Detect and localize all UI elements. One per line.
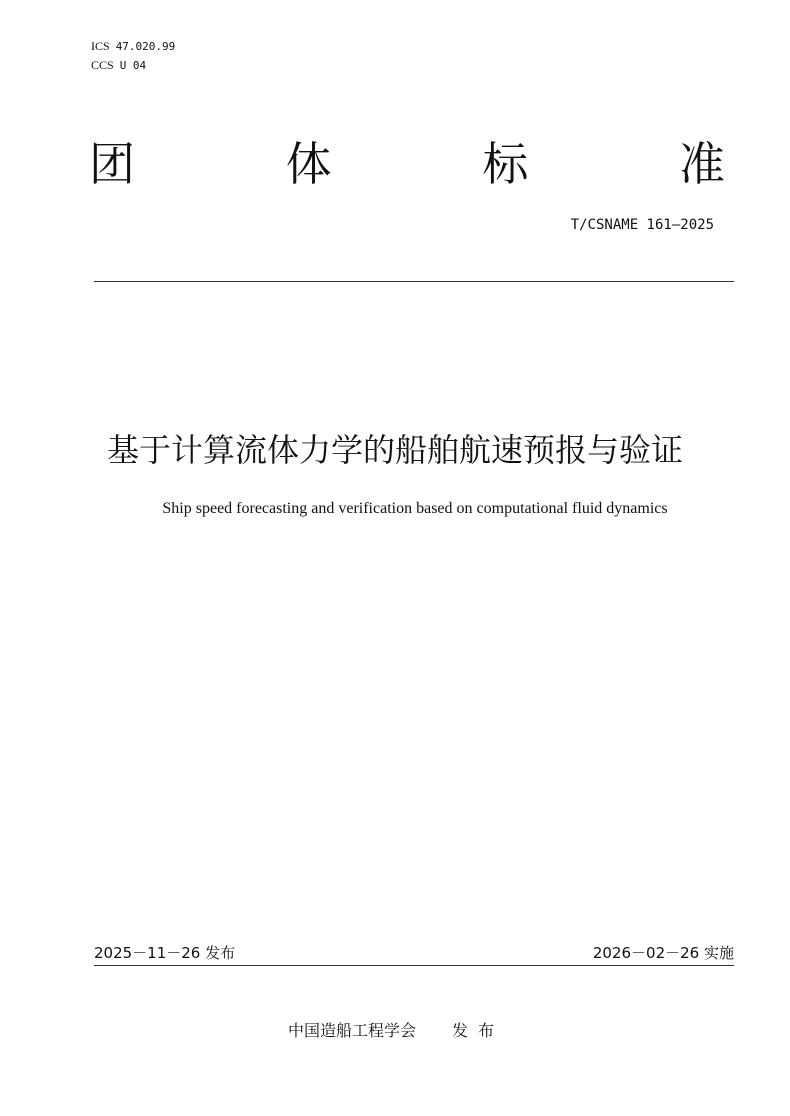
heading-char-2: 体: [285, 137, 332, 191]
bottom-divider: [94, 965, 734, 966]
publisher-line: [288, 1020, 504, 1042]
publish-action: 发布: [452, 1021, 505, 1040]
ics-code: 47.020.99: [115, 40, 176, 53]
ccs-code: U 04: [119, 59, 147, 72]
heading-char-1: 团: [89, 137, 135, 191]
document-title-chinese: 基于计算流体力学的船舶航速预报与验证: [106, 431, 683, 469]
issue-date: 2025－11－26 发布: [94, 944, 236, 962]
standard-number: T/CSNAME 161—2025: [570, 217, 714, 233]
effective-date: 2026－02－26 实施: [592, 944, 734, 962]
publisher-name: 中国造船工程学会: [288, 1021, 417, 1040]
heading-char-3: 标: [482, 137, 529, 191]
top-divider: [94, 281, 734, 282]
group-standard-heading: [89, 134, 725, 194]
ics-label: ICS: [91, 39, 110, 53]
document-title-english: Ship speed forecasting and verification based on computational fluid dynamics: [162, 500, 668, 517]
date-row: [94, 942, 734, 964]
ics-code-line: [91, 39, 175, 54]
heading-char-4: 准: [678, 137, 725, 191]
ccs-label: CCS: [91, 58, 114, 72]
ccs-code-line: [91, 58, 146, 73]
